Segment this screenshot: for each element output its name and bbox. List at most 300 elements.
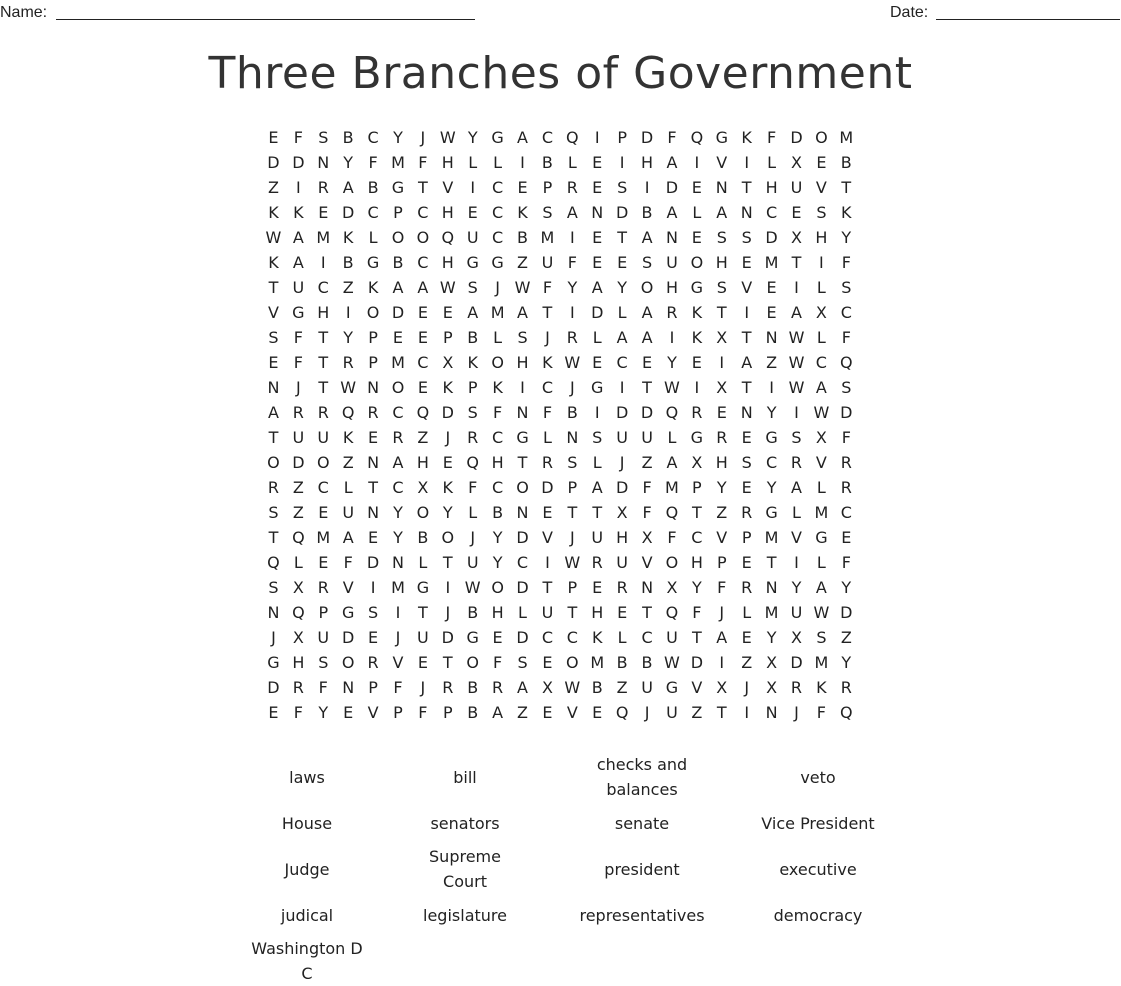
grid-letter: E (368, 628, 379, 647)
grid-letter: C (392, 478, 404, 497)
grid-letter: O (316, 453, 330, 472)
grid-letter: C (840, 503, 852, 522)
grid-letter: L (493, 328, 503, 347)
grid-letter: P (442, 703, 453, 722)
grid-letter: O (267, 453, 280, 472)
grid-letter: J (296, 378, 301, 397)
grid-letter: G (466, 628, 479, 647)
grid-letter: S (841, 378, 852, 397)
grid-letter: L (767, 153, 777, 172)
grid-letter: F (343, 553, 353, 572)
grid-letter: H (317, 303, 330, 322)
grid-letter: Z (417, 428, 429, 447)
grid-letter: U (616, 428, 628, 447)
grid-letter: C (815, 353, 827, 372)
grid-letter: G (591, 378, 604, 397)
grid-letter: Z (840, 628, 852, 647)
grid-letter: F (293, 703, 303, 722)
grid-letter: E (318, 553, 329, 572)
grid-letter: F (542, 403, 553, 422)
grid-letter: H (591, 603, 604, 622)
grid-letter: K (467, 353, 478, 372)
grid-letter: B (342, 128, 354, 147)
grid-letter: X (691, 453, 703, 472)
grid-letter: N (516, 503, 529, 522)
grid-letter: Q (690, 128, 704, 147)
grid-letter: E (741, 553, 752, 572)
word-list-item: president (604, 859, 680, 879)
grid-letter: T (592, 503, 603, 522)
grid-letter: E (368, 428, 379, 447)
grid-letter: N (392, 553, 404, 572)
grid-letter: D (441, 628, 454, 647)
grid-letter: J (445, 603, 451, 622)
grid-letter: D (267, 153, 280, 172)
grid-letter: F (841, 553, 851, 572)
grid-letter: V (541, 528, 553, 547)
grid-letter: X (292, 628, 304, 647)
grid-letter: U (417, 628, 429, 647)
grid-letter: G (765, 428, 778, 447)
grid-letter: L (567, 153, 577, 172)
grid-letter: Z (616, 678, 628, 697)
grid-letter: T (418, 603, 428, 622)
grid-letter: K (342, 228, 354, 247)
grid-letter: U (342, 503, 355, 522)
grid-letter: W (664, 378, 680, 397)
grid-letter: T (791, 253, 802, 272)
grid-letter: N (317, 153, 330, 172)
grid-letter: C (417, 203, 429, 222)
word-list-item: judical (280, 905, 334, 925)
grid-letter: G (815, 528, 828, 547)
grid-letter: E (592, 578, 603, 597)
grid-letter: A (392, 453, 404, 472)
grid-letter: S (816, 203, 827, 222)
word-list (220, 752, 910, 986)
grid-letter: J (569, 528, 575, 547)
grid-letter: V (741, 278, 753, 297)
grid-letter: A (666, 203, 678, 222)
grid-letter: V (716, 528, 728, 547)
grid-letter: G (466, 253, 479, 272)
grid-letter: W (813, 403, 830, 422)
grid-letter: W (514, 278, 531, 297)
grid-letter: Y (343, 153, 354, 172)
grid-letter: D (516, 578, 529, 597)
grid-letter: E (492, 628, 503, 647)
grid-letter: S (542, 203, 553, 222)
grid-letter: F (318, 678, 328, 697)
date-line (936, 19, 1120, 20)
grid-letter: P (368, 353, 378, 372)
grid-letter: E (766, 303, 777, 322)
grid-letter: A (641, 328, 653, 347)
grid-letter: W (788, 328, 805, 347)
grid-letter: I (794, 278, 799, 297)
grid-letter: A (342, 528, 354, 547)
grid-letter: P (567, 578, 578, 597)
grid-letter: N (740, 403, 753, 422)
grid-letter: R (317, 403, 329, 422)
grid-letter: Y (716, 478, 727, 497)
grid-letter: R (566, 178, 578, 197)
grid-letter: C (691, 528, 703, 547)
grid-letter: O (416, 503, 430, 522)
grid-letter: W (340, 378, 357, 397)
grid-letter: Y (766, 478, 777, 497)
grid-letter: U (666, 703, 678, 722)
grid-letter: U (591, 528, 604, 547)
grid-letter: I (694, 153, 700, 172)
grid-letter: E (816, 153, 827, 172)
grid-letter: B (417, 528, 429, 547)
grid-letter: M (764, 253, 779, 272)
grid-letter: A (741, 353, 753, 372)
grid-letter: A (267, 403, 279, 422)
grid-letter: A (791, 303, 802, 322)
grid-letter: F (493, 653, 503, 672)
grid-letter: K (268, 253, 279, 272)
grid-letter: Y (791, 578, 802, 597)
grid-letter: Y (766, 403, 777, 422)
grid-letter: G (690, 278, 704, 297)
grid-letter: B (392, 253, 404, 272)
grid-letter: F (816, 703, 826, 722)
grid-letter: O (815, 128, 828, 147)
grid-letter: H (441, 153, 454, 172)
grid-letter: S (816, 628, 827, 647)
grid-letter: A (666, 153, 678, 172)
grid-letter: A (417, 278, 429, 297)
grid-letter: J (744, 678, 750, 697)
grid-letter: Q (840, 353, 853, 372)
grid-letter: H (715, 453, 728, 472)
grid-letter: R (442, 678, 454, 697)
grid-letter: C (840, 303, 852, 322)
grid-letter: T (567, 503, 578, 522)
grid-letter: M (316, 228, 331, 247)
grid-letter: R (566, 328, 578, 347)
grid-letter: E (417, 653, 428, 672)
grid-letter: N (566, 428, 579, 447)
word-list-item: checks and balances (596, 755, 688, 799)
grid-letter: T (442, 653, 453, 672)
grid-letter: Q (292, 603, 305, 622)
grid-letter: E (592, 178, 603, 197)
grid-letter: N (267, 378, 280, 397)
grid-letter: E (592, 153, 603, 172)
grid-letter: M (764, 528, 779, 547)
grid-letter: C (417, 353, 429, 372)
grid-letter: D (292, 453, 305, 472)
grid-letter: Z (267, 178, 279, 197)
grid-letter: Z (342, 453, 354, 472)
grid-letter: N (765, 578, 778, 597)
grid-letter: R (840, 678, 852, 697)
grid-letter: F (841, 328, 851, 347)
grid-letter: L (792, 503, 801, 522)
grid-letter: L (592, 328, 602, 347)
grid-letter: M (814, 653, 829, 672)
grid-letter: Q (665, 603, 679, 622)
grid-letter: Q (441, 228, 455, 247)
grid-letter: K (691, 328, 703, 347)
grid-letter: G (516, 428, 529, 447)
grid-letter: V (641, 553, 653, 572)
grid-letter: M (540, 228, 555, 247)
grid-letter: A (591, 478, 603, 497)
grid-letter: M (839, 128, 854, 147)
grid-letter: J (420, 678, 426, 697)
grid-letter: U (790, 603, 803, 622)
grid-letter: R (666, 303, 678, 322)
grid-letter: C (417, 253, 429, 272)
grid-letter: G (491, 253, 504, 272)
grid-letter: T (368, 478, 378, 497)
grid-letter: C (367, 128, 379, 147)
grid-letter: A (591, 278, 603, 297)
grid-letter: Q (292, 528, 305, 547)
grid-letter: U (466, 228, 479, 247)
grid-letter: P (368, 328, 378, 347)
grid-letter: Y (442, 503, 453, 522)
grid-letter: E (741, 628, 752, 647)
grid-letter: D (615, 203, 629, 222)
grid-letter: N (342, 678, 355, 697)
grid-letter: W (664, 653, 680, 672)
grid-letter: Q (615, 703, 629, 722)
grid-letter: T (642, 603, 652, 622)
grid-letter: A (392, 278, 404, 297)
grid-letter: T (442, 553, 453, 572)
grid-letter: R (840, 453, 852, 472)
grid-letter: R (367, 403, 379, 422)
grid-letter: W (564, 553, 581, 572)
grid-letter: J (619, 453, 625, 472)
grid-letter: T (542, 578, 553, 597)
grid-letter: M (590, 653, 605, 672)
grid-letter: U (641, 678, 653, 697)
grid-letter: A (641, 228, 653, 247)
grid-letter: S (617, 178, 628, 197)
grid-letter: E (691, 178, 702, 197)
grid-letter: P (318, 603, 329, 622)
grid-letter: V (791, 528, 802, 547)
grid-letter: S (592, 428, 603, 447)
grid-letter: Y (766, 628, 777, 647)
grid-letter: S (268, 503, 279, 522)
grid-letter: O (665, 553, 679, 572)
grid-letter: C (541, 628, 553, 647)
grid-letter: C (367, 203, 379, 222)
grid-letter: A (716, 628, 728, 647)
grid-letter: F (766, 128, 777, 147)
grid-letter: Z (342, 278, 354, 297)
grid-letter: F (841, 253, 851, 272)
grid-letter: Z (517, 253, 528, 272)
grid-letter: E (741, 428, 752, 447)
grid-letter: B (641, 203, 653, 222)
grid-letter: M (316, 528, 331, 547)
grid-letter: J (495, 278, 500, 297)
grid-letter: L (542, 428, 552, 447)
grid-letter: G (491, 128, 504, 147)
grid-letter: H (715, 253, 728, 272)
grid-letter: B (566, 403, 578, 422)
grid-letter: H (516, 353, 529, 372)
grid-letter: N (367, 378, 380, 397)
grid-letter: V (392, 653, 404, 672)
grid-letter: U (292, 278, 305, 297)
grid-letter: S (467, 403, 478, 422)
grid-letter: Y (492, 528, 503, 547)
grid-letter: X (616, 503, 628, 522)
grid-letter: C (541, 378, 553, 397)
grid-letter: E (691, 353, 702, 372)
grid-letter: L (293, 553, 303, 572)
grid-letter: W (464, 578, 481, 597)
grid-letter: I (794, 553, 799, 572)
word-list-item: Washington D C (251, 939, 363, 983)
word-list-row (220, 936, 910, 986)
grid-letter: E (617, 603, 628, 622)
grid-letter: Q (466, 453, 479, 472)
grid-letter: I (569, 228, 575, 247)
grid-letter: X (716, 678, 728, 697)
grid-letter: B (467, 328, 479, 347)
grid-letter: D (665, 178, 679, 197)
grid-letter: B (492, 503, 504, 522)
grid-letter: H (491, 453, 504, 472)
grid-letter: N (765, 703, 778, 722)
grid-letter: D (391, 303, 405, 322)
grid-letter: X (791, 628, 802, 647)
grid-letter: C (516, 553, 529, 572)
grid-letter: K (442, 378, 454, 397)
grid-letter: T (418, 178, 428, 197)
grid-letter: U (317, 428, 330, 447)
grid-letter: T (268, 278, 279, 297)
word-list-item: representatives (579, 905, 705, 925)
grid-letter: R (292, 403, 304, 422)
grid-letter: U (616, 553, 628, 572)
grid-letter: H (491, 603, 504, 622)
grid-letter: R (716, 428, 728, 447)
grid-letter: K (816, 678, 827, 697)
grid-letter: S (517, 328, 528, 347)
grid-letter: O (640, 278, 654, 297)
grid-letter: Y (393, 503, 403, 522)
grid-letter: D (690, 653, 704, 672)
grid-letter: Y (841, 578, 852, 597)
grid-letter: O (366, 303, 380, 322)
grid-letter: O (566, 653, 579, 672)
grid-letter: P (617, 128, 627, 147)
grid-letter: S (567, 453, 578, 472)
grid-letter: S (716, 228, 727, 247)
grid-letter: Z (641, 453, 653, 472)
grid-letter: R (541, 453, 553, 472)
grid-letter: D (640, 403, 654, 422)
grid-letter: N (367, 453, 380, 472)
grid-letter: L (418, 553, 428, 572)
grid-letter: I (594, 128, 600, 147)
grid-letter: A (791, 478, 802, 497)
grid-letter: K (517, 203, 528, 222)
grid-letter: H (616, 528, 629, 547)
grid-letter: I (744, 153, 750, 172)
grid-letter: U (541, 603, 554, 622)
grid-letter: Y (667, 353, 677, 372)
grid-letter: E (592, 353, 603, 372)
grid-letter: U (666, 253, 678, 272)
grid-letter: X (766, 678, 778, 697)
grid-letter: E (318, 503, 329, 522)
grid-letter: H (416, 453, 429, 472)
grid-letter: V (716, 153, 728, 172)
grid-letter: E (517, 178, 528, 197)
grid-letter: F (717, 578, 727, 597)
grid-letter: C (765, 203, 778, 222)
grid-letter: T (841, 178, 852, 197)
grid-letter: R (267, 478, 280, 497)
grid-letter: R (367, 653, 379, 672)
grid-letter: I (296, 178, 301, 197)
grid-letter: L (816, 553, 826, 572)
grid-letter: V (367, 703, 379, 722)
grid-letter: R (790, 453, 803, 472)
grid-letter: R (616, 578, 628, 597)
grid-letter: B (840, 153, 852, 172)
grid-letter: F (293, 128, 303, 147)
grid-letter: H (441, 253, 454, 272)
grid-letter: I (395, 603, 401, 622)
grid-letter: J (470, 528, 476, 547)
grid-letter: Z (292, 478, 304, 497)
grid-letter: F (368, 153, 378, 172)
grid-letter: F (667, 128, 677, 147)
grid-letter: S (318, 128, 329, 147)
grid-letter: U (666, 628, 678, 647)
grid-letter: E (542, 653, 553, 672)
grid-letter: L (617, 628, 627, 647)
grid-letter: R (591, 553, 603, 572)
grid-letter: E (716, 403, 727, 422)
grid-letter: R (342, 353, 354, 372)
grid-letter: I (520, 378, 525, 397)
grid-letter: R (317, 578, 329, 597)
grid-letter: P (692, 478, 702, 497)
word-list-row (220, 894, 910, 936)
grid-letter: I (594, 403, 600, 422)
grid-letter: A (666, 453, 678, 472)
grid-letter: N (641, 578, 654, 597)
grid-letter: E (268, 703, 279, 722)
grid-letter: V (815, 453, 827, 472)
grid-letter: D (840, 603, 853, 622)
grid-letter: Y (691, 578, 702, 597)
grid-letter: Y (841, 228, 852, 247)
grid-letter: P (567, 478, 578, 497)
grid-letter: O (690, 253, 704, 272)
grid-letter: A (815, 578, 827, 597)
grid-letter: Y (492, 553, 503, 572)
grid-letter: Q (566, 128, 579, 147)
grid-letter: B (467, 678, 479, 697)
grid-letter: R (492, 678, 504, 697)
grid-letter: E (841, 528, 852, 547)
